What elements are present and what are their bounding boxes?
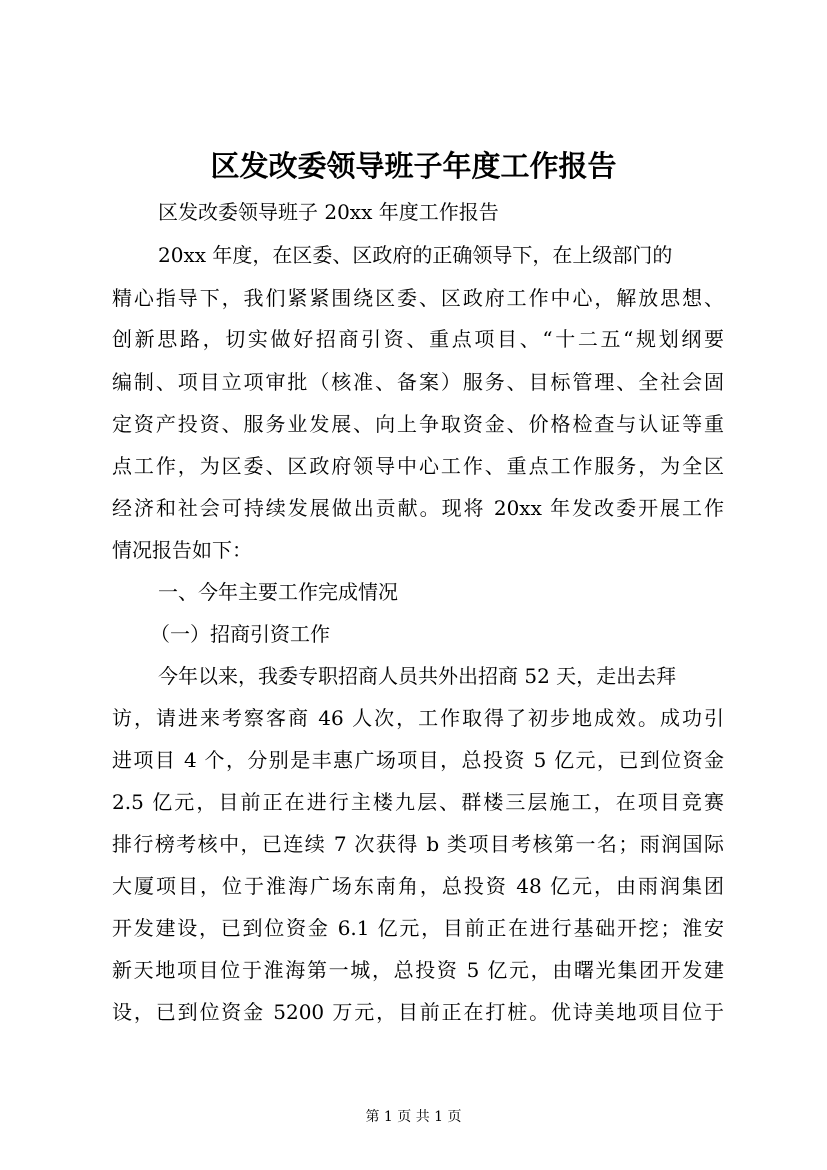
paragraph-line: 精心指导下，我们紧紧围绕区委、区政府工作中心，解放思想、 <box>112 286 724 310</box>
paragraph-line: 进项目 4 个，分别是丰惠广场项目，总投资 5 亿元，已到位资金 <box>112 748 724 772</box>
subsection-heading: （一）招商引资工作 <box>150 622 330 646</box>
section-heading: 一、今年主要工作完成情况 <box>158 580 398 604</box>
paragraph-line: 2.5 亿元，目前正在进行主楼九层、群楼三层施工，在项目竞赛 <box>112 790 724 814</box>
paragraph-line: 新天地项目位于淮海第一城，总投资 5 亿元，由曙光集团开发建 <box>112 958 724 982</box>
paragraph-line: 编制、项目立项审批（核准、备案）服务、目标管理、全社会固 <box>112 370 724 394</box>
paragraph-line: 设，已到位资金 5200 万元，目前正在打桩。优诗美地项目位于 <box>112 1000 724 1024</box>
paragraph-line: 创新思路，切实做好招商引资、重点项目、“十二五“规划纲要 <box>112 327 724 351</box>
page-footer: 第 1 页 共 1 页 <box>365 1109 462 1125</box>
paragraph-line: 开发建设，已到位资金 6.1 亿元，目前正在进行基础开挖；淮安 <box>112 916 724 940</box>
paragraph-line: 大厦项目，位于淮海广场东南角，总投资 48 亿元，由雨润集团 <box>112 874 724 898</box>
paragraph-line: 点工作，为区委、区政府领导中心工作、重点工作服务，为全区 <box>112 454 724 478</box>
paragraph-line: 情况报告如下： <box>112 538 252 562</box>
document-title: 区发改委领导班子年度工作报告 <box>210 149 617 183</box>
paragraph-line: 20xx 年度，在区委、区政府的正确领导下，在上级部门的 <box>158 243 673 267</box>
paragraph-line: 访，请进来考察客商 46 人次，工作取得了初步地成效。成功引 <box>112 706 724 730</box>
paragraph-line: 定资产投资、服务业发展、向上争取资金、价格检查与认证等重 <box>112 412 724 436</box>
paragraph-line: 经济和社会可持续发展做出贡献。现将 20xx 年发改委开展工作 <box>112 496 724 520</box>
subtitle-line: 区发改委领导班子 20xx 年度工作报告 <box>158 200 499 224</box>
paragraph-line: 排行榜考核中，已连续 7 次获得 b 类项目考核第一名；雨润国际 <box>112 832 724 856</box>
paragraph-line: 今年以来，我委专职招商人员共外出招商 52 天，走出去拜 <box>158 664 677 688</box>
